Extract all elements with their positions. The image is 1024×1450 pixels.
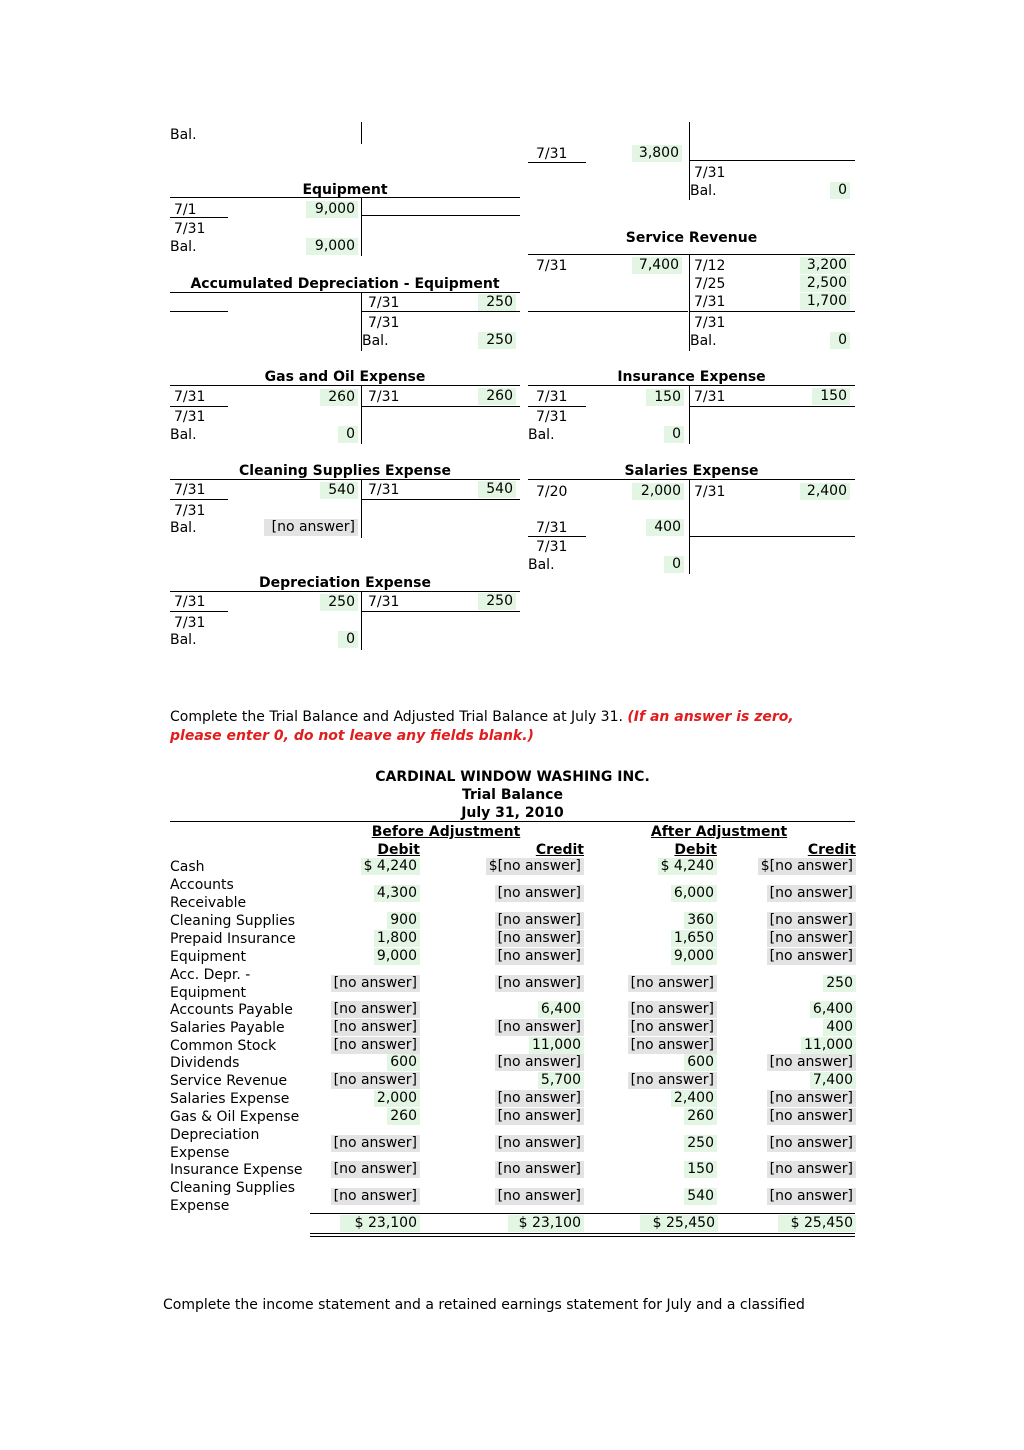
rule [528, 536, 586, 537]
answer-field[interactable]: [no answer] [628, 1037, 717, 1054]
amount-value: 260 [387, 1108, 420, 1125]
balance-amount: 0 [338, 426, 358, 443]
rule [310, 1233, 855, 1234]
bal-label: Bal. [170, 520, 197, 536]
entry-amount: 540 [320, 482, 358, 499]
before-adjustment-header: Before Adjustment [371, 824, 521, 840]
t-account-divider [361, 592, 362, 650]
amount-value: 250 [823, 975, 856, 992]
entry-amount: 150 [812, 388, 850, 405]
answer-field[interactable]: [no answer] [495, 1054, 584, 1071]
entry-date: 7/25 [694, 276, 726, 292]
rule [170, 499, 228, 500]
rule [170, 217, 228, 218]
rule [528, 385, 855, 386]
amount-value: 6,000 [671, 885, 717, 902]
amount-value: 2,000 [374, 1090, 420, 1107]
t-account-divider [689, 386, 690, 444]
answer-field[interactable]: [no answer] [767, 930, 856, 947]
account-name: Accounts Receivable [170, 877, 247, 911]
account-name: Salaries Expense [170, 1091, 290, 1107]
answer-field[interactable]: [no answer] [331, 1135, 420, 1152]
answer-field[interactable]: [no answer] [495, 1108, 584, 1125]
amount-value: 360 [684, 912, 717, 929]
account-name: Salaries Payable [170, 1020, 285, 1036]
amount-value: 2,400 [671, 1090, 717, 1107]
after-adjustment-header: After Adjustment [650, 824, 788, 840]
balance-amount: 0 [830, 332, 850, 349]
account-name: Gas & Oil Expense [170, 1109, 300, 1125]
amount-value: 9,000 [671, 948, 717, 965]
account-name: Accounts Payable [170, 1002, 293, 1018]
answer-field[interactable]: [no answer] [767, 912, 856, 929]
company-name: CARDINAL WINDOW WASHING INC. [375, 769, 650, 785]
entry-date: 7/31 [694, 294, 726, 310]
amount-value: 4,300 [374, 885, 420, 902]
entry-amount: 150 [646, 389, 684, 406]
amount-value: $ 4,240 [658, 858, 717, 875]
answer-field[interactable]: $[no answer] [758, 858, 856, 875]
entry-date: 7/31 [694, 315, 726, 331]
balance-amount: 0 [664, 426, 684, 443]
account-title: Salaries Expense [624, 463, 759, 479]
t-account-divider [361, 122, 362, 144]
account-title: Equipment [302, 182, 388, 198]
bal-label: Bal. [170, 632, 197, 648]
entry-amount: 3,800 [632, 145, 682, 162]
entry-date: 7/31 [368, 594, 400, 610]
account-name: Acc. Depr. - Equipment [170, 967, 251, 1001]
account-name: Common Stock [170, 1038, 277, 1054]
answer-field[interactable]: [no answer] [495, 912, 584, 929]
entry-amount: 2,500 [800, 275, 850, 292]
entry-date: 7/31 [174, 389, 206, 405]
total-after-credit: $ 25,450 [778, 1215, 856, 1232]
t-account-divider [361, 480, 362, 538]
rule [528, 311, 688, 312]
answer-field[interactable]: [no answer] [767, 1090, 856, 1107]
amount-value: 1,800 [374, 930, 420, 947]
answer-field[interactable]: [no answer] [628, 1001, 717, 1018]
amount-value: 1,650 [671, 930, 717, 947]
answer-field[interactable]: [no answer] [628, 1019, 717, 1036]
account-name: Service Revenue [170, 1073, 288, 1089]
account-title: Gas and Oil Expense [264, 369, 426, 385]
entry-amount: 250 [478, 593, 516, 610]
entry-date: 7/31 [368, 315, 400, 331]
rule [310, 1213, 855, 1214]
amount-value: 900 [387, 912, 420, 929]
rule [170, 479, 520, 480]
account-title: Accumulated Depreciation - Equipment [190, 276, 500, 292]
rule [690, 536, 855, 537]
total-after-debit: $ 25,450 [640, 1215, 718, 1232]
entry-amount: 250 [478, 294, 516, 311]
entry-amount: 3,200 [800, 257, 850, 274]
entry-date: 7/31 [694, 165, 726, 181]
entry-date: 7/31 [174, 482, 206, 498]
bal-label: Bal. [528, 557, 555, 573]
answer-field[interactable]: [no answer] [628, 975, 717, 992]
answer-field[interactable]: [no answer] [331, 1001, 420, 1018]
instructions-main: Complete the Trial Balance and Adjusted Trial Balance at July 31. [170, 709, 623, 725]
entry-date: 7/31 [368, 295, 400, 311]
rule [170, 406, 228, 407]
rule [528, 254, 855, 255]
answer-field[interactable]: [no answer] [495, 1188, 584, 1205]
t-account-divider [361, 198, 362, 256]
answer-field[interactable]: [no answer] [767, 1161, 856, 1178]
answer-field[interactable]: [no answer] [495, 975, 584, 992]
answer-field[interactable]: [no answer] [495, 885, 584, 902]
rule [362, 311, 520, 312]
rule [170, 591, 520, 592]
rule [362, 499, 520, 500]
rule [170, 292, 520, 293]
entry-date: 7/31 [174, 409, 206, 425]
answer-field[interactable]: [no answer] [767, 885, 856, 902]
amount-value: 250 [684, 1135, 717, 1152]
account-name: Equipment [170, 949, 246, 965]
entry-amount: 2,400 [800, 483, 850, 500]
entry-date: 7/31 [174, 594, 206, 610]
answer-field[interactable]: [no answer] [767, 1054, 856, 1071]
account-name: Dividends [170, 1055, 240, 1071]
entry-date: 7/31 [536, 539, 568, 555]
total-before-credit: $ 23,100 [508, 1215, 584, 1232]
footer-text: Complete the income statement and a retained earnings statement for July and a classified [163, 1297, 805, 1313]
amount-value: 600 [387, 1054, 420, 1071]
entry-date: 7/31 [536, 146, 568, 162]
answer-field[interactable]: [no answer] [331, 1188, 420, 1205]
account-title: Depreciation Expense [259, 575, 431, 591]
answer-field[interactable]: [no answer] [767, 948, 856, 965]
rule [528, 162, 586, 163]
amount-value: 5,700 [538, 1072, 584, 1089]
debit-header: Debit [377, 842, 420, 858]
amount-value: 7,400 [810, 1072, 856, 1089]
entry-date: 7/20 [536, 484, 568, 500]
amount-value: 6,400 [538, 1001, 584, 1018]
bal-label: Bal. [170, 239, 197, 255]
bal-label: Bal. [690, 183, 717, 199]
answer-field[interactable]: [no answer] [767, 1135, 856, 1152]
rule [170, 311, 228, 312]
statement-date: July 31, 2010 [461, 805, 564, 821]
entry-date: 7/31 [694, 484, 726, 500]
bal-label: Bal. [362, 333, 389, 349]
account-name: Depreciation Expense [170, 1127, 260, 1161]
entry-date: 7/1 [174, 202, 197, 218]
rule [362, 215, 520, 216]
entry-amount: 9,000 [306, 201, 358, 218]
account-name: Insurance Expense [170, 1162, 303, 1178]
account-name: Cash [170, 859, 205, 875]
rule [362, 611, 520, 612]
answer-field[interactable]: $[no answer] [486, 858, 584, 875]
amount-value: 150 [684, 1161, 717, 1178]
balance-amount: 9,000 [306, 238, 358, 255]
instructions-note-2: please enter 0, do not leave any fields blank.) [170, 728, 534, 744]
entry-amount: 260 [478, 388, 516, 405]
entry-date: 7/31 [536, 389, 568, 405]
credit-header: Credit [535, 842, 584, 858]
answer-field[interactable]: [no answer] [331, 1037, 420, 1054]
answer-field[interactable]: [no answer] [331, 1072, 420, 1089]
entry-amount: 2,000 [632, 483, 684, 500]
amount-value: $ 4,240 [361, 858, 420, 875]
answer-field[interactable]: [no answer] [628, 1072, 717, 1089]
account-title: Service Revenue [625, 230, 758, 246]
t-account-divider [361, 386, 362, 444]
amount-value: 540 [684, 1188, 717, 1205]
entry-date: 7/31 [368, 482, 400, 498]
amount-value: 260 [684, 1108, 717, 1125]
statement-title: Trial Balance [462, 787, 563, 803]
rule [690, 160, 855, 161]
bal-label: Bal. [528, 427, 555, 443]
entry-date: 7/12 [694, 258, 726, 274]
debit-header: Debit [674, 842, 717, 858]
entry-amount: 7,400 [632, 257, 682, 274]
entry-amount: 540 [478, 481, 516, 498]
entry-date: 7/31 [536, 258, 568, 274]
answer-field[interactable]: [no answer] [767, 1108, 856, 1125]
entry-date: 7/31 [536, 520, 568, 536]
entry-date: 7/31 [368, 389, 400, 405]
entry-amount: 250 [320, 594, 358, 611]
t-account-divider [689, 480, 690, 574]
answer-field[interactable]: [no answer] [331, 975, 420, 992]
rule [170, 821, 855, 822]
total-before-debit: $ 23,100 [340, 1215, 420, 1232]
rule [690, 311, 855, 312]
bal-label: Bal. [690, 333, 717, 349]
account-name: Prepaid Insurance [170, 931, 296, 947]
rule [528, 406, 586, 407]
answer-field[interactable]: [no answer] [767, 1188, 856, 1205]
answer-field[interactable]: [no answer] [495, 1161, 584, 1178]
account-name: Cleaning Supplies Expense [170, 1180, 296, 1214]
bal-label: Bal. [170, 427, 197, 443]
credit-header: Credit [807, 842, 856, 858]
balance-amount: 0 [664, 556, 684, 573]
rule [310, 1236, 855, 1237]
amount-value: 6,400 [810, 1001, 856, 1018]
rule [170, 611, 228, 612]
entry-date: 7/31 [174, 221, 206, 237]
entry-date: 7/31 [174, 503, 206, 519]
amount-value: 9,000 [374, 948, 420, 965]
entry-amount: 260 [320, 389, 358, 406]
amount-value: 11,000 [801, 1037, 856, 1054]
balance-amount: 0 [338, 631, 358, 648]
answer-field[interactable]: [no answer] [495, 1019, 584, 1036]
rule [528, 479, 855, 480]
account-title: Insurance Expense [617, 369, 766, 385]
answer-field[interactable]: [no answer] [495, 948, 584, 965]
entry-date: 7/31 [694, 389, 726, 405]
instructions-note-1: (If an answer is zero, [627, 709, 794, 725]
balance-answer-field[interactable]: [no answer] [264, 519, 358, 536]
balance-amount: 0 [830, 182, 850, 199]
rule [690, 406, 855, 407]
bal-label: Bal. [170, 127, 197, 143]
entry-amount: 1,700 [800, 293, 850, 310]
amount-value: 600 [684, 1054, 717, 1071]
entry-date: 7/31 [174, 615, 206, 631]
answer-field[interactable]: [no answer] [495, 1090, 584, 1107]
answer-field[interactable]: [no answer] [331, 1019, 420, 1036]
answer-field[interactable]: [no answer] [495, 1135, 584, 1152]
account-title: Cleaning Supplies Expense [239, 463, 451, 479]
entry-amount: 400 [646, 519, 684, 536]
answer-field[interactable]: [no answer] [495, 930, 584, 947]
amount-value: 11,000 [529, 1037, 584, 1054]
answer-field[interactable]: [no answer] [331, 1161, 420, 1178]
entry-date: 7/31 [536, 409, 568, 425]
rule [170, 385, 520, 386]
rule [362, 406, 520, 407]
balance-amount: 250 [478, 332, 516, 349]
account-name: Cleaning Supplies [170, 913, 296, 929]
amount-value: 400 [823, 1019, 856, 1036]
instructions-text [170, 708, 794, 726]
